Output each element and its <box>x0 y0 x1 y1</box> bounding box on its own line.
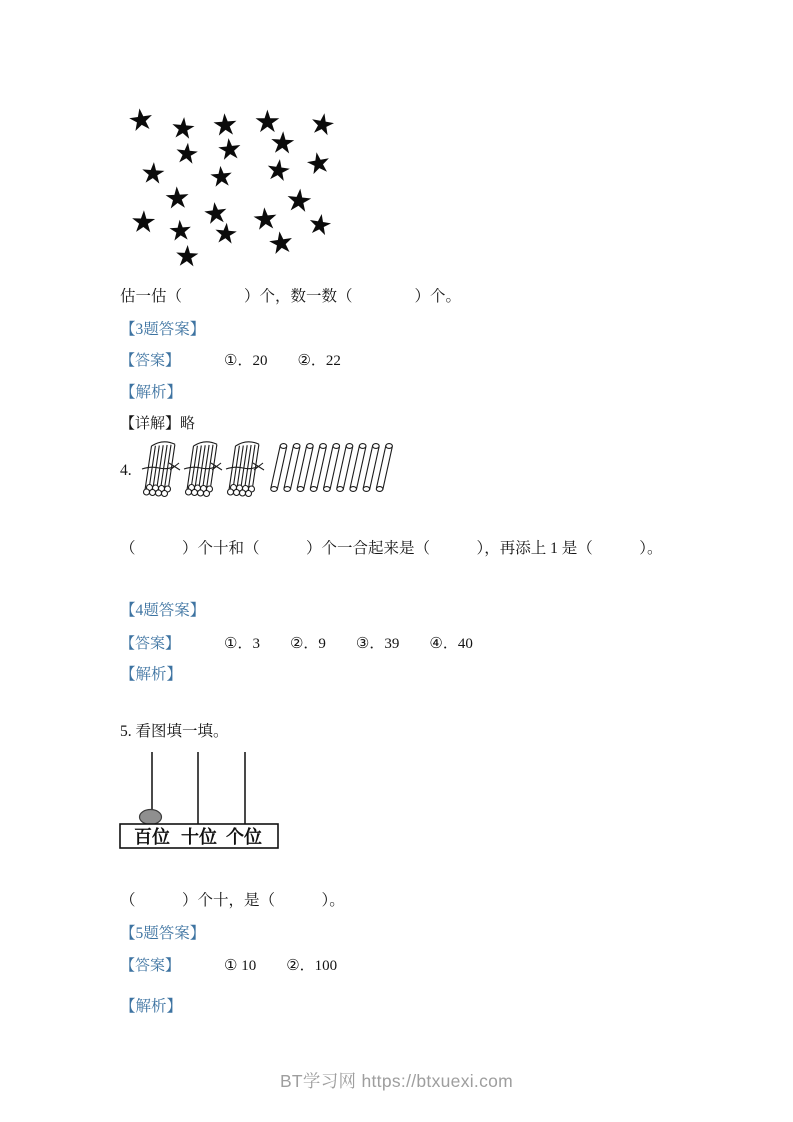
answer-item: ②．9 <box>289 636 326 652</box>
star-icon: ★ <box>125 102 157 139</box>
star-icon: ★ <box>138 156 167 191</box>
star-icon: ★ <box>163 181 192 216</box>
star-icon: ★ <box>166 215 195 248</box>
answer-item: ②．100 <box>286 958 338 974</box>
star-icon: ★ <box>253 103 282 139</box>
star-icon: ★ <box>168 111 198 146</box>
answer-item: ① 10 <box>224 958 257 974</box>
sticks-figure <box>140 440 400 500</box>
q3-detail-line <box>120 415 195 433</box>
answer-item: ④．40 <box>429 636 473 652</box>
answer-label: 【答案】 <box>120 958 181 974</box>
stick-bundle <box>184 442 222 497</box>
q5-title: 5. 看图填一填。 <box>120 723 229 740</box>
q4-answer-header: 【4题答案】 <box>120 602 206 619</box>
q5-answer-line <box>120 957 367 975</box>
detail-text: 略 <box>180 416 196 432</box>
abacus-figure <box>113 748 285 852</box>
stick-bundle <box>226 442 264 497</box>
answer-item: ②．22 <box>297 353 341 369</box>
q3-fill-line: 估一估（ ）个，数一数（ ）个。 <box>120 288 462 305</box>
star-icon: ★ <box>282 181 315 219</box>
stick-bundle <box>142 442 180 497</box>
answer-item: ③．39 <box>355 636 400 652</box>
star-icon: ★ <box>200 196 231 231</box>
detail-label: 【详解】 <box>120 416 181 432</box>
answer-label: 【答案】 <box>120 636 181 652</box>
q4-fill-line: （ ）个十和（ ）个一合起来是（ ），再添上 1 是（ ）。 <box>120 540 663 557</box>
q4-answers <box>224 635 503 653</box>
place-value-label: 十位 <box>181 827 217 847</box>
star-icon: ★ <box>262 152 293 189</box>
star-icon: ★ <box>172 137 201 172</box>
place-value-label: 百位 <box>134 827 170 847</box>
answer-label: 【答案】 <box>120 353 181 369</box>
q5-analysis-label: 【解析】 <box>120 998 183 1015</box>
star-icon: ★ <box>207 160 236 195</box>
q3-analysis-label: 【解析】 <box>120 384 183 401</box>
q3-answer-line <box>120 352 371 370</box>
star-icon: ★ <box>210 108 240 143</box>
star-icon: ★ <box>172 239 201 274</box>
q4-number: 4. <box>120 462 132 479</box>
star-icon: ★ <box>250 201 281 238</box>
answer-item: ①．3 <box>224 636 260 652</box>
star-icon: ★ <box>265 225 297 262</box>
place-value-label: 个位 <box>226 827 262 847</box>
star-icon: ★ <box>305 208 335 243</box>
footer-watermark: BT学习网 https://btxuexi.com <box>279 1071 514 1091</box>
q5-answers <box>224 957 367 975</box>
q3-answer-header: 【3题答案】 <box>120 321 206 338</box>
q5-answer-header: 【5题答案】 <box>120 925 206 942</box>
q4-answer-line <box>120 635 503 653</box>
q3-answers <box>224 352 371 370</box>
star-icon: ★ <box>214 132 244 167</box>
q4-analysis-label: 【解析】 <box>120 666 183 683</box>
stars-figure <box>0 0 793 290</box>
answer-item: ①．20 <box>224 353 268 369</box>
star-icon: ★ <box>268 126 297 161</box>
star-icon: ★ <box>306 106 338 143</box>
star-icon: ★ <box>211 217 240 252</box>
abacus-bead <box>140 810 162 825</box>
star-icon: ★ <box>129 205 158 240</box>
star-icon: ★ <box>302 145 334 182</box>
q5-fill-line: （ ）个十，是（ ）。 <box>120 892 345 909</box>
